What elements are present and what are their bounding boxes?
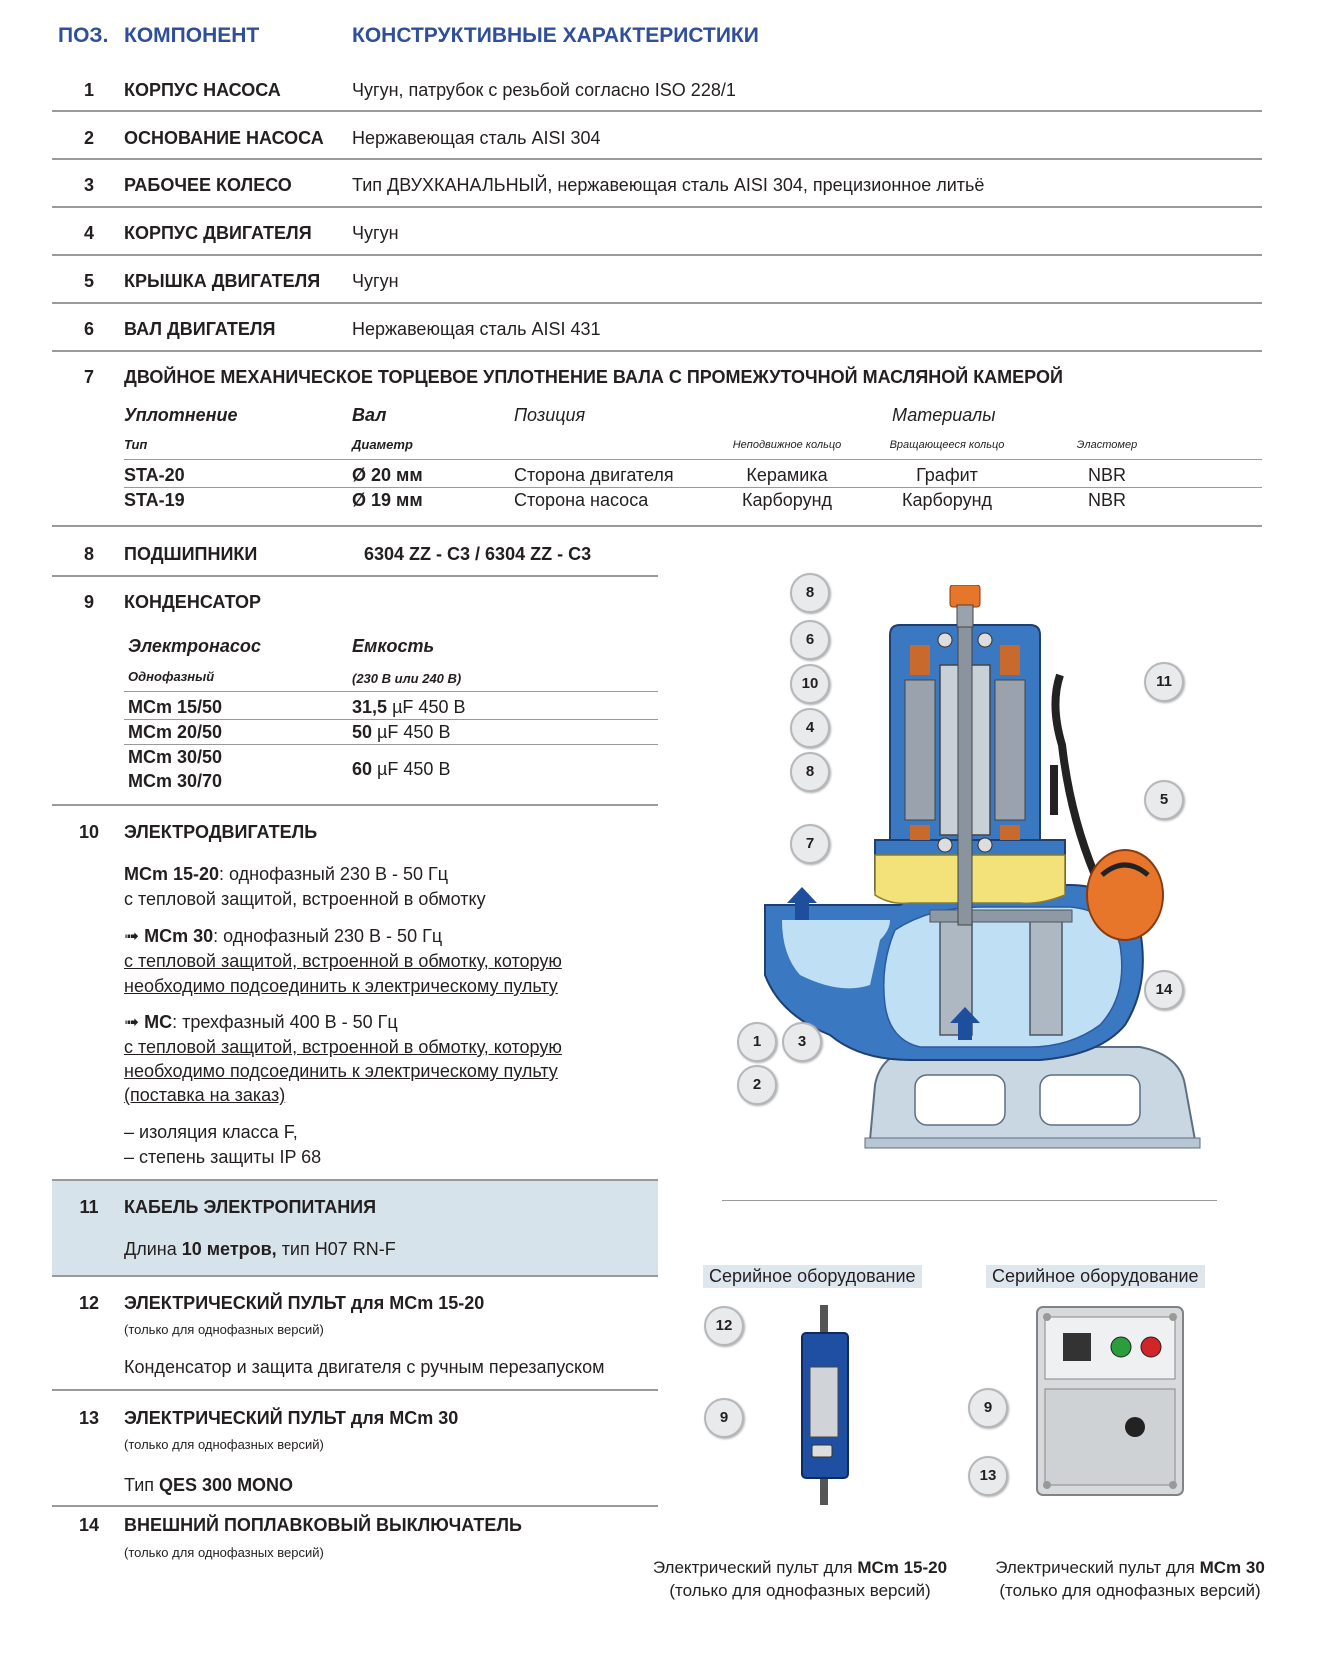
motor-spec: : трехфазный 400 В - 50 Гц (172, 1012, 398, 1032)
row-component: ЭЛЕКТРИЧЕСКИЙ ПУЛЬТ для MCm 15-20 (124, 1293, 485, 1313)
row-component: КРЫШКА ДВИГАТЕЛЯ (124, 271, 321, 291)
motor-note: с тепловой защитой, встроенной в обмотку, которую (124, 951, 562, 971)
divider (124, 487, 1262, 488)
header-component: КОМПОНЕНТ (124, 24, 260, 47)
cap-unit: µF 450 В (377, 759, 451, 779)
divider (52, 110, 1262, 112)
divider (124, 459, 1262, 460)
seal-header-shaft: Вал (352, 405, 387, 425)
seal-sub-type: Тип (124, 437, 148, 452)
row-value: 6304 ZZ - C3 / 6304 ZZ - C3 (364, 544, 592, 564)
row-value: Нержавеющая сталь AISI 304 (352, 128, 601, 148)
cap-header-pump: Электронасос (128, 636, 261, 656)
callout-14: 14 (1144, 970, 1184, 1010)
seal-header-materials: Материалы (892, 405, 996, 425)
caption-left-text: Электрический пульт для (652, 1558, 858, 1577)
seal-sub-elastomer: Эластомер (1076, 439, 1138, 451)
callout-8-bottom: 8 (790, 752, 830, 792)
seal-sub-fixed: Неподвижное кольцо (732, 439, 842, 451)
callout-10: 10 (790, 664, 830, 704)
cap-header-capacity: Емкость (352, 636, 435, 656)
caption-right-model: MCm 30 (1199, 1558, 1265, 1577)
motor-note: (поставка на заказ) (124, 1085, 286, 1105)
callout-12: 12 (704, 1306, 744, 1346)
row-number: 14 (78, 1515, 100, 1535)
callout-2: 2 (737, 1065, 777, 1105)
cap-unit: µF 450 В (377, 722, 451, 742)
row-note: (только для однофазных версий) (124, 1545, 324, 1560)
callout-8-top: 8 (790, 573, 830, 613)
cable-length-label: Длина (124, 1239, 182, 1259)
row-value: Чугун, патрубок с резьбой согласно ISO 228/1 (352, 80, 736, 100)
seal-type: STA-19 (124, 490, 185, 510)
seal-fixed: Карборунд (741, 490, 833, 510)
motor-spec: : однофазный 230 В - 50 Гц (219, 864, 449, 884)
cap-model: MCm 30/50 (128, 747, 223, 767)
divider (52, 254, 1262, 256)
callout-7: 7 (790, 824, 830, 864)
callout-9-right: 9 (968, 1388, 1008, 1428)
divider (722, 1200, 1217, 1201)
seal-header-position: Позиция (514, 405, 586, 425)
caption-right-text: Электрический пульт для (995, 1558, 1200, 1577)
seal-elastomer: NBR (1087, 465, 1126, 485)
seal-fixed: Керамика (746, 465, 828, 485)
row-component: ОСНОВАНИЕ НАСОСА (124, 128, 324, 148)
motor-model: MC (144, 1012, 173, 1032)
row-number: 9 (83, 592, 94, 612)
row-value: Чугун (352, 223, 399, 243)
motor-note: с тепловой защитой, встроенной в обмотку (124, 889, 486, 909)
cap-model: MCm 20/50 (128, 722, 223, 742)
panel-type-label: Тип (124, 1475, 160, 1495)
control-panel-mcm30-image (1035, 1305, 1185, 1497)
seal-rotating: Графит (916, 465, 978, 485)
cap-model: MCm 15/50 (128, 697, 223, 717)
cap-unit: µF 450 В (392, 697, 466, 717)
seal-type: STA-20 (124, 465, 185, 485)
row-number: 5 (83, 271, 94, 291)
arrow-icon: ➟ (124, 1012, 140, 1032)
seal-diameter: Ø 19 мм (352, 490, 423, 510)
callout-13: 13 (968, 1456, 1008, 1496)
divider (124, 744, 658, 745)
row-value: Нержавеющая сталь AISI 431 (352, 319, 601, 339)
divider (52, 158, 1262, 160)
callout-6: 6 (790, 620, 830, 660)
cable-length: 10 метров, (181, 1239, 277, 1259)
divider (52, 525, 1262, 527)
row-number: 11 (79, 1197, 99, 1217)
motor-note: необходимо подсоединить к электрическому пульту (124, 976, 558, 996)
row-component: ЭЛЕКТРИЧЕСКИЙ ПУЛЬТ для MCm 30 (124, 1408, 459, 1428)
divider (124, 691, 658, 692)
row-component: РАБОЧЕЕ КОЛЕСО (124, 175, 292, 195)
header-pos: ПОЗ. (58, 24, 109, 47)
row-number: 4 (83, 223, 94, 243)
panel-type: QES 300 MONO (159, 1475, 294, 1495)
caption-right-note: (только для однофазных версий) (999, 1581, 1261, 1600)
cable-type: тип H07 RN-F (276, 1239, 396, 1259)
row-component: ВНЕШНИЙ ПОПЛАВКОВЫЙ ВЫКЛЮЧАТЕЛЬ (124, 1515, 522, 1535)
caption-left-note: (только для однофазных версий) (669, 1581, 931, 1600)
arrow-icon: ➟ (124, 926, 140, 946)
row-number: 2 (83, 128, 94, 148)
row-number: 10 (78, 822, 100, 842)
row-number: 12 (78, 1293, 100, 1313)
motor-note: с тепловой защитой, встроенной в обмотку, которую (124, 1037, 562, 1057)
caption-left-model: MCm 15-20 (857, 1558, 948, 1577)
row-number: 3 (83, 175, 94, 195)
cap-sub-phase: Однофазный (128, 669, 215, 684)
control-panel-mcm15-image (790, 1305, 860, 1505)
row-component: ПОДШИПНИКИ (124, 544, 258, 564)
header-characteristics: КОНСТРУКТИВНЫЕ ХАРАКТЕРИСТИКИ (352, 24, 759, 47)
seal-rotating: Карборунд (901, 490, 993, 510)
cap-value: 60 (352, 759, 373, 779)
row-component: КАБЕЛЬ ЭЛЕКТРОПИТАНИЯ (124, 1197, 377, 1217)
row-number: 13 (78, 1408, 100, 1428)
seal-position: Сторона двигателя (514, 465, 674, 485)
serial-equipment-label-left: Серийное оборудование (703, 1265, 922, 1288)
row-value: Тип ДВУХКАНАЛЬНЫЙ, нержавеющая сталь AISI 304, прецизионное литьё (352, 175, 985, 195)
row-11-cable (52, 1179, 658, 1277)
seal-diameter: Ø 20 мм (352, 465, 423, 485)
row-component: КОНДЕНСАТОР (124, 592, 262, 612)
row-component: ВАЛ ДВИГАТЕЛЯ (124, 319, 276, 339)
row-number: 6 (83, 319, 94, 339)
motor-bullet: – изоляция класса F, (124, 1122, 298, 1142)
callout-5: 5 (1144, 780, 1184, 820)
divider (52, 350, 1262, 352)
seal-header-seal: Уплотнение (124, 405, 238, 425)
cap-value: 50 (352, 722, 373, 742)
motor-note: необходимо подсоединить к электрическому пульту (124, 1061, 558, 1081)
divider (52, 206, 1262, 208)
divider (124, 719, 658, 720)
motor-spec: : однофазный 230 В - 50 Гц (213, 926, 443, 946)
seal-position: Сторона насоса (514, 490, 649, 510)
row-note: (только для однофазных версий) (124, 1437, 324, 1452)
row-value: Чугун (352, 271, 399, 291)
seal-sub-diameter: Диаметр (352, 437, 413, 452)
callout-4: 4 (790, 708, 830, 748)
divider (52, 302, 1262, 304)
callout-3: 3 (782, 1022, 822, 1062)
row-value: Конденсатор и защита двигателя с ручным перезапуском (124, 1357, 605, 1377)
seal-sub-rotating: Вращающееся кольцо (889, 439, 1005, 451)
cap-model: MCm 30/70 (128, 771, 223, 791)
row-number: 1 (83, 80, 94, 100)
divider (52, 804, 658, 806)
motor-model: MCm 30 (144, 926, 214, 946)
cap-sub-voltage: (230 В или 240 В) (352, 671, 462, 686)
row-component: ЭЛЕКТРОДВИГАТЕЛЬ (124, 822, 318, 842)
row-number: 8 (83, 544, 94, 564)
divider (52, 575, 658, 577)
callout-11: 11 (1144, 662, 1184, 702)
row-number: 7 (83, 367, 94, 387)
divider (52, 1505, 658, 1507)
row-note: (только для однофазных версий) (124, 1322, 324, 1337)
motor-model: MCm 15-20 (124, 864, 220, 884)
callout-9-left: 9 (704, 1398, 744, 1438)
motor-bullet: – степень защиты IP 68 (124, 1147, 322, 1167)
seal-title: ДВОЙНОЕ МЕХАНИЧЕСКОЕ ТОРЦЕВОЕ УПЛОТНЕНИЕ ВАЛА С ПРОМЕЖУТОЧНОЙ МАСЛЯНОЙ КАМЕРОЙ (124, 367, 1063, 387)
row-component: КОРПУС НАСОСА (124, 80, 281, 100)
serial-equipment-label-right: Серийное оборудование (986, 1265, 1205, 1288)
cap-value: 31,5 (352, 697, 388, 717)
seal-elastomer: NBR (1087, 490, 1126, 510)
row-component: КОРПУС ДВИГАТЕЛЯ (124, 223, 312, 243)
divider (52, 1389, 658, 1391)
callout-1: 1 (737, 1022, 777, 1062)
